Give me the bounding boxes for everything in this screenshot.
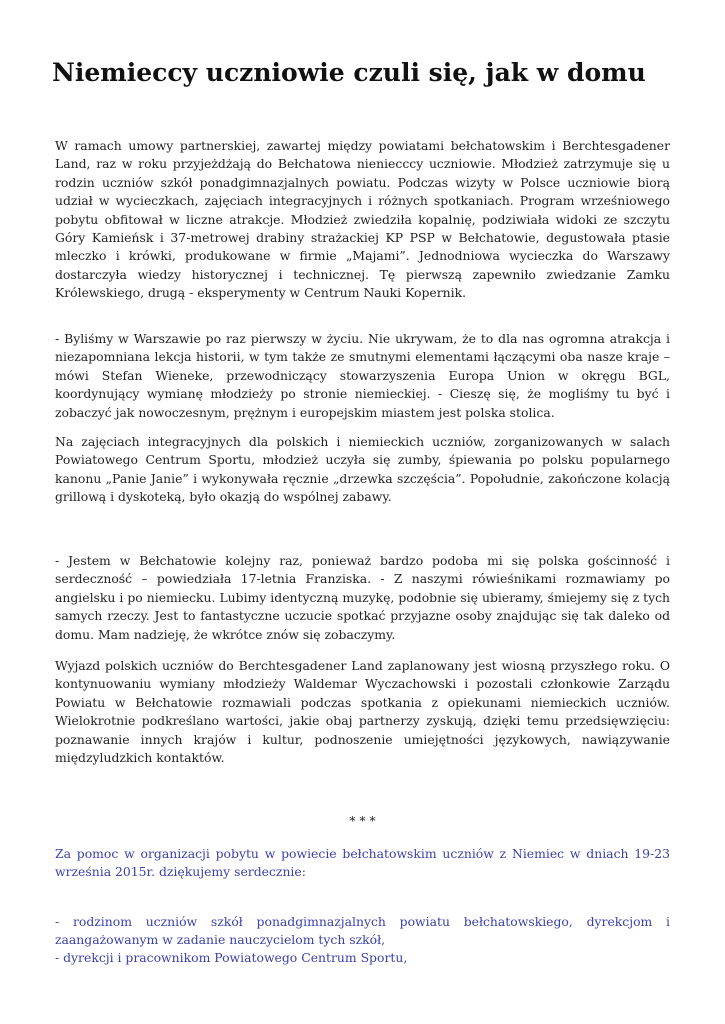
thanks-list-item: - dyrekcji i pracownikom Powiatowego Centrum Sportu, bbox=[55, 950, 408, 965]
paragraph-trip-plan: Wyjazd polskich uczniów do Berchtesgadener Land zaplanowany jest wiosną przyszłego roku. O kontynuowaniu wymiany młodzieży Waldemar Wyczachowski i pozostali członkowie Zarządu Powiatu w Bełchatowie rozmawiali podczas spotkania z opiekunami niemieckich uczniów. Wielokrotnie podkreślano wartości, jakie obaj partnerzy zyskują, dzięki temu przedsięwzięciu: poznawanie innych krajów i kultur, podnoszenie umiejętności językowych, nawiązywanie międzyludzkich kontaktów. bbox=[55, 658, 670, 766]
thanks-list-item: - rodzinom uczniów szkół ponadgimnazjalnych powiatu bełchatowskiego, dyrekcjom i zaangażowanym w zadanie nauczycielom tych szkół, bbox=[55, 914, 670, 948]
paragraph-intro: W ramach umowy partnerskiej, zawartej między powiatami bełchatowskim i Berchtesgadener Land, raz w roku przyjeżdżają do Bełchatowa nieniecccy uczniowie. Młodzież zatrzymuje się u rodzin uczniów szkół ponadgimnazjalnych powiatu. Podczas wizyty w Polsce uczniowie biorą udział w wycieczkach, zajęciach integracyjnych i różnych spotkaniach. Program wrześniowego pobytu obfitował w liczne atrakcje. Młodzież zwiedziła kopalnię, podziwiała widoki ze szczytu Góry Kamieńsk i 37-metrowej drabiny strażackiej KP PSP w Bełchatowie, degustowała ptasie mleczko i krówki, produkowane w firmie „Majami”. Jednodniowa wycieczka do Warszawy dostarczyła wiedzy historycznej i technicznej. Tę pierwszą zapewniło zwiedzanie Zamku Królewskiego, drugą - eksperymenty w Centrum Nauki Kopernik. bbox=[55, 138, 670, 301]
paragraph-integration: Na zajęciach integracyjnych dla polskich i niemieckich uczniów, zorganizowanych w salach Powiatowego Centrum Sportu, młodzież uczyła się zumby, śpiewania po polsku popularnego kanonu „Panie Janie” i wykonywała ręcznie „drzewka szczęścia”. Popołudnie, zakończone kolacją grillową i dyskoteką, było okazją do wspólnej zabawy. bbox=[55, 434, 670, 505]
section-separator: * * * bbox=[349, 813, 376, 828]
paragraph-quote-wieneke: - Byliśmy w Warszawie po raz pierwszy w życiu. Nie ukrywam, że to dla nas ogromna atrakcja i niezapomniana lekcja historii, w tym także ze smutnymi elementami łączącymi oba nasze kraje – mówi Stefan Wieneke, przewodniczący stowarzyszenia Europa Union w okręgu BGL, koordynujący wymianę młodzieży po stronie niemieckiej. - Cieszę się, że mogliśmy tu być i zobaczyć jak nowoczesnym, prężnym i europejskim miastem jest polska stolica. bbox=[55, 331, 670, 420]
page-title: Niemieccy uczniowie czuli się, jak w domu bbox=[52, 58, 646, 87]
thanks-intro: Za pomoc w organizacji pobytu w powiecie bełchatowskim uczniów z Niemiec w dniach 19-23 września 2015r. dziękujemy serdecznie: bbox=[55, 846, 670, 880]
paragraph-quote-franziska: - Jestem w Bełchatowie kolejny raz, ponieważ bardzo podoba mi się polska gościnność i serdeczność – powiedziała 17-letnia Franziska. - Z naszymi rówieśnikami rozmawiamy po angielsku i po niemiecku. Lubimy identyczną muzykę, podobnie się ubieramy, śmiejemy się z tych samych rzeczy. Jest to fantastyczne uczucie spotkać przyjazne osoby znajdując się tak daleko od domu. Mam nadzieję, że wkrótce znów się zobaczymy. bbox=[55, 553, 670, 642]
